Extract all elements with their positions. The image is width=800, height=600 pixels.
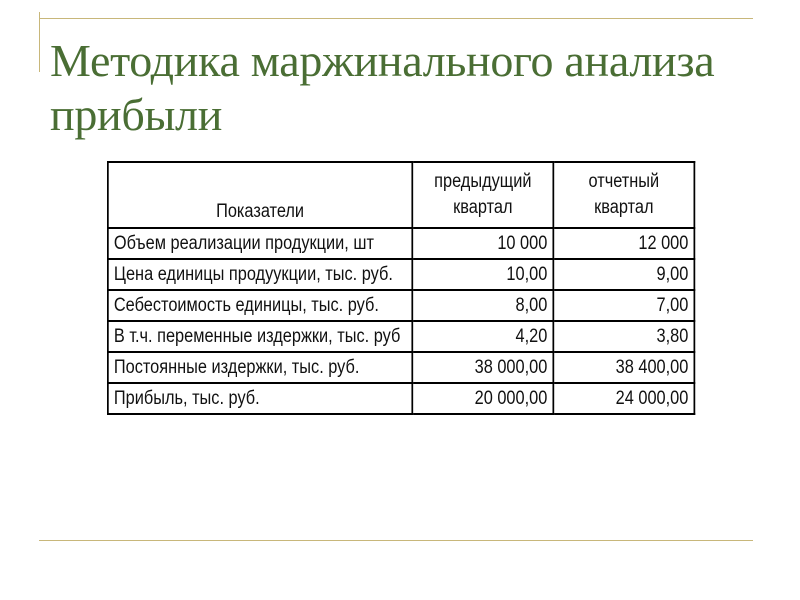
row-current-value: 3,80 [553, 321, 694, 352]
table-row [108, 259, 695, 290]
row-current-value: 24 000,00 [553, 383, 694, 414]
row-previous-value: 38 000,00 [412, 352, 553, 383]
row-previous-value: 4,20 [412, 321, 553, 352]
decorative-top-line [39, 18, 753, 19]
row-label: Прибыль, тыс. руб. [108, 383, 412, 414]
row-current-value: 9,00 [553, 259, 694, 290]
row-label: Постоянные издержки, тыс. руб. [108, 352, 412, 383]
margin-analysis-table [107, 161, 695, 415]
header-previous-line1: предыдущий [434, 171, 532, 192]
row-label: В т.ч. переменные издержки, тыс. руб [108, 321, 412, 352]
row-label: Себестоимость единицы, тыс. руб. [108, 290, 412, 321]
row-current-value: 7,00 [553, 290, 694, 321]
header-previous-quarter [412, 162, 553, 228]
row-previous-value: 10,00 [412, 259, 553, 290]
decorative-vertical-line [39, 12, 40, 72]
row-label: Объем реализации продукции, шт [108, 228, 412, 259]
table-header-row [108, 162, 695, 228]
header-previous-line2: квартал [453, 197, 513, 218]
header-current-quarter [553, 162, 694, 228]
row-previous-value: 10 000 [412, 228, 553, 259]
row-previous-value: 8,00 [412, 290, 553, 321]
table-row [108, 383, 695, 414]
table-row [108, 228, 695, 259]
decorative-bottom-line [39, 540, 753, 541]
row-previous-value: 20 000,00 [412, 383, 553, 414]
slide-title: Методика маржинального анализа прибыли [50, 35, 715, 140]
header-current-line1: отчетный [588, 171, 660, 192]
row-label: Цена единицы продуукции, тыс. руб. [108, 259, 412, 290]
row-current-value: 38 400,00 [553, 352, 694, 383]
table-row [108, 290, 695, 321]
header-current-line2: квартал [594, 197, 654, 218]
table-row [108, 321, 695, 352]
header-indicators: Показатели [108, 162, 412, 228]
table-row [108, 352, 695, 383]
row-current-value: 12 000 [553, 228, 694, 259]
